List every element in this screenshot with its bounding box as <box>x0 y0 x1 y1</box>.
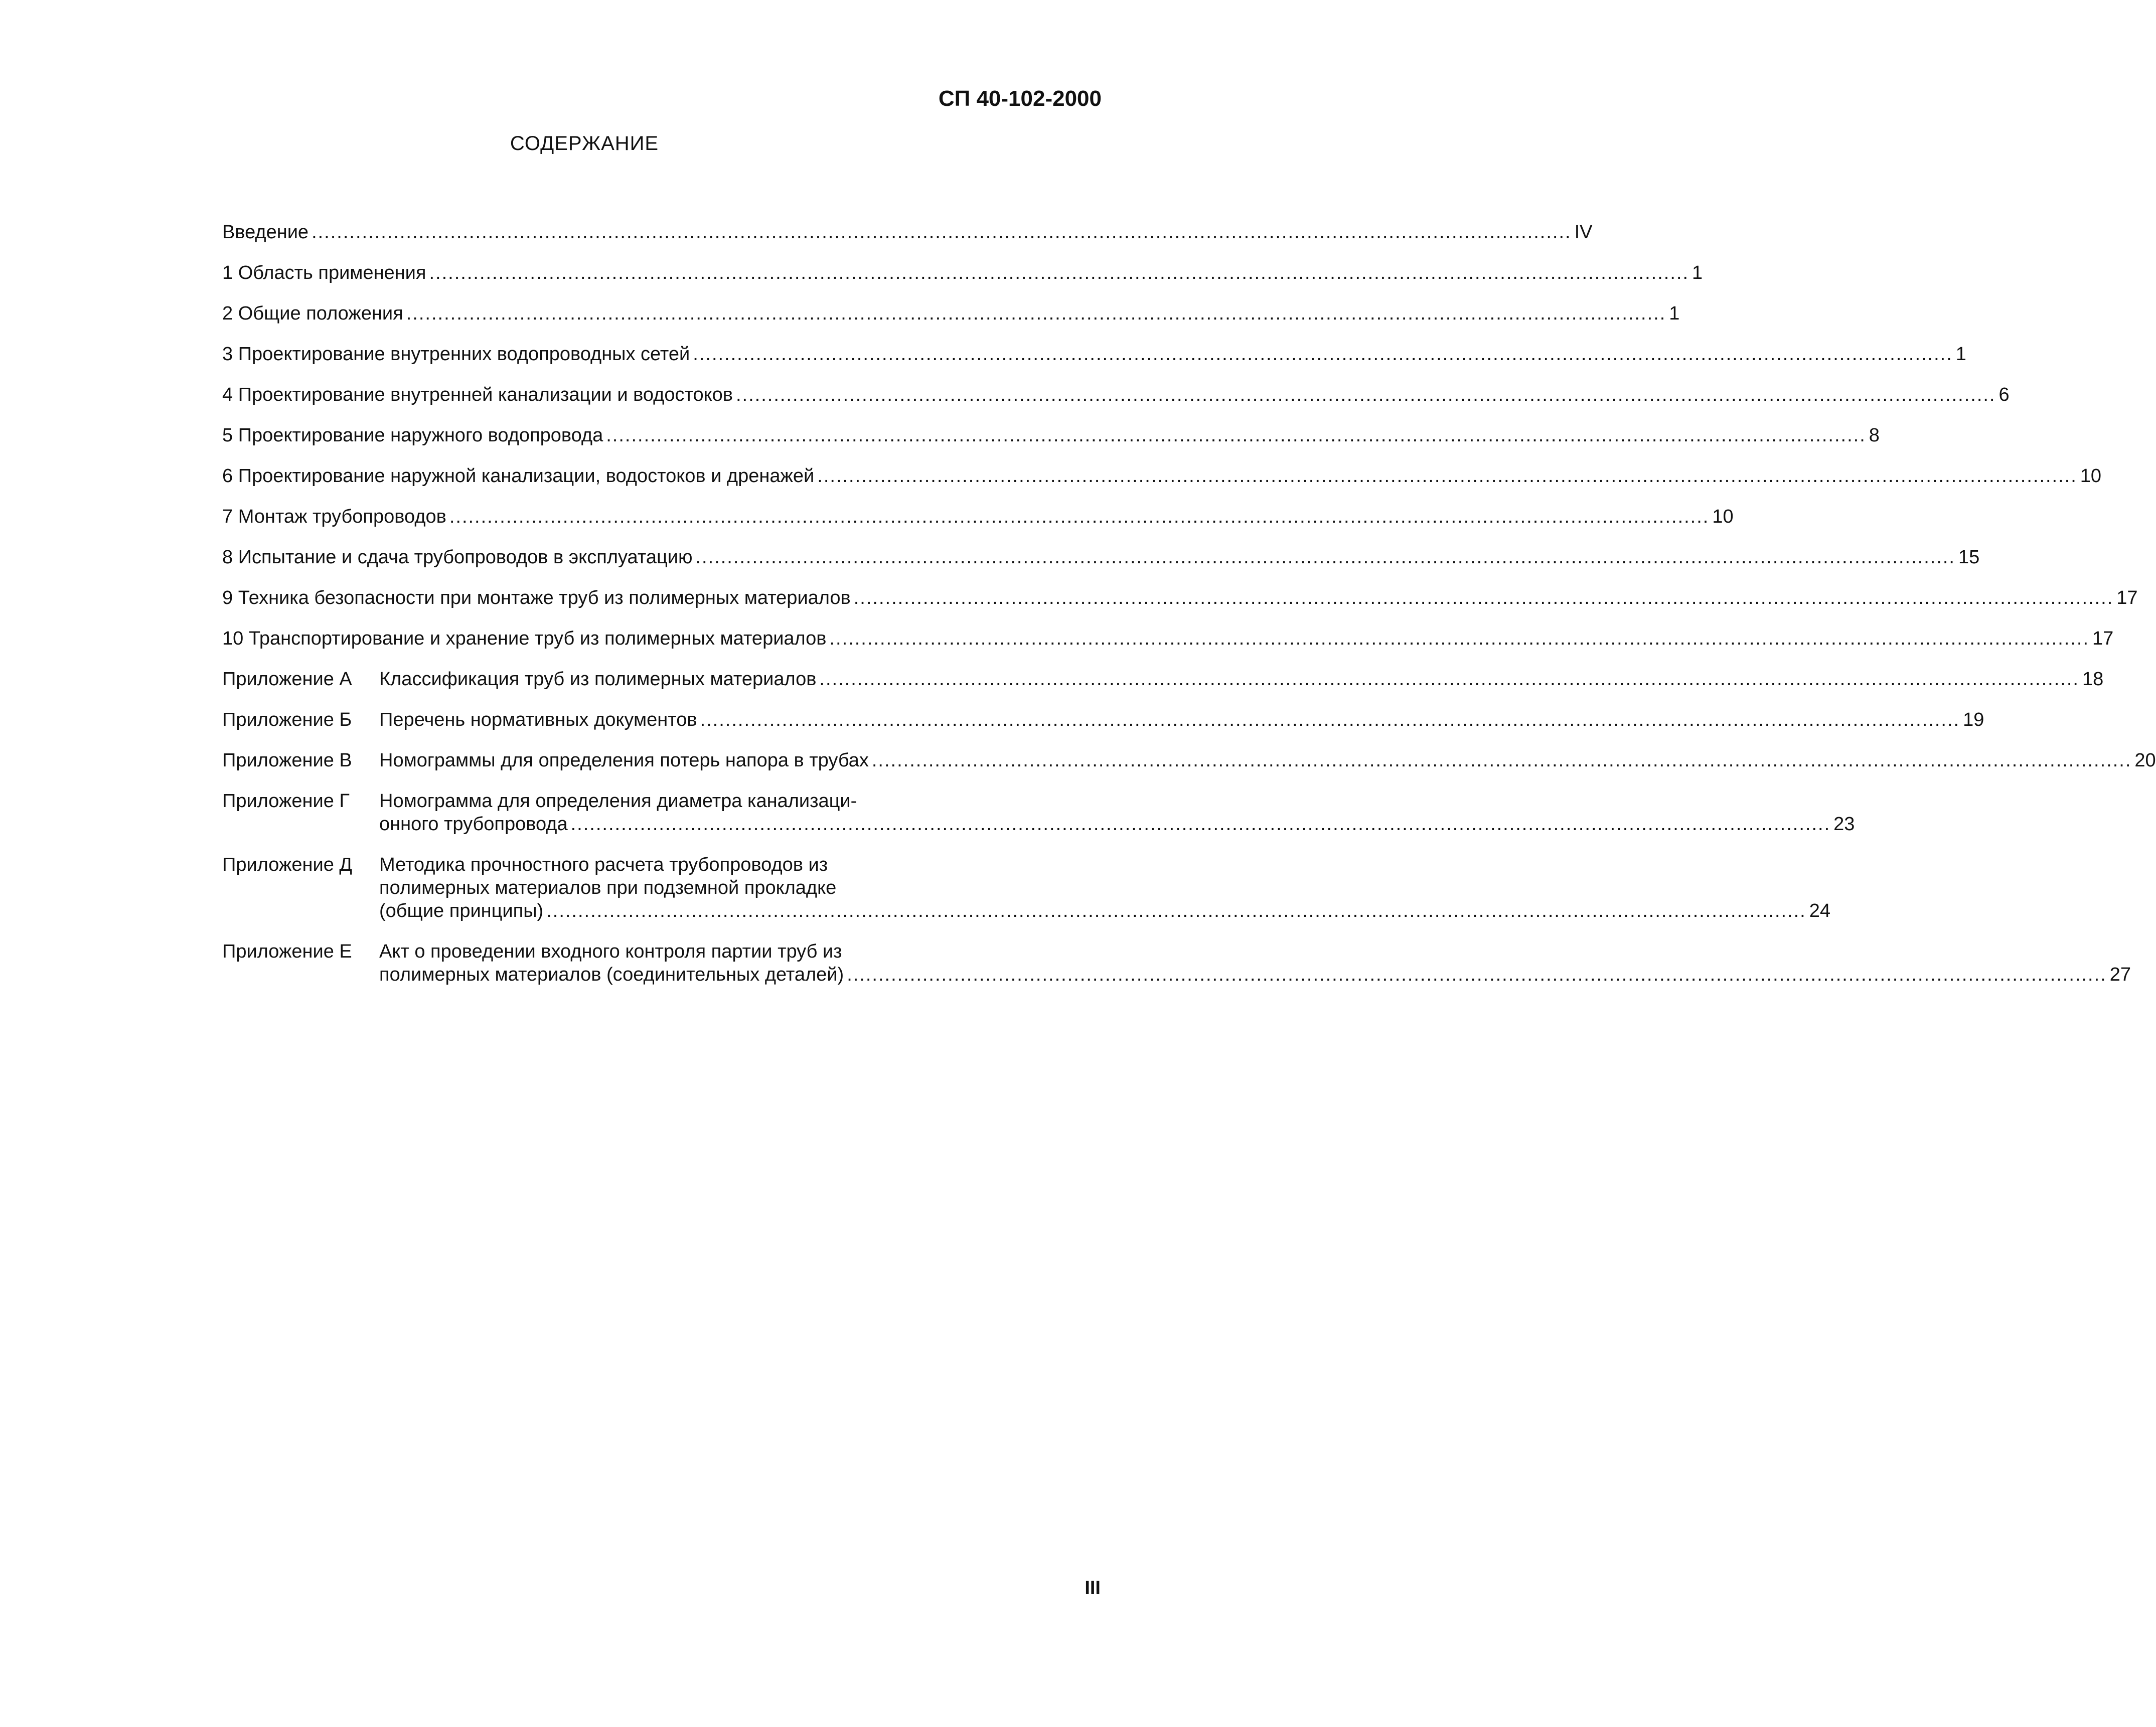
toc-leader <box>700 708 1960 731</box>
toc-entry-page: 1 <box>1669 303 1680 324</box>
appendix-body <box>379 708 1984 731</box>
appendix-title-line: Классификация труб из полимерных материалов <box>379 669 817 690</box>
toc-title: СОДЕРЖАНИЕ <box>510 132 659 154</box>
toc-entry[interactable] <box>222 343 1966 383</box>
toc-entry-label: 9 Техника безопасности при монтаже труб из полимерных материалов <box>222 587 851 608</box>
toc-entry-label: 2 Общие положения <box>222 303 403 324</box>
toc-entry-label: Введение <box>222 222 309 243</box>
toc-entry-page: 8 <box>1869 425 1880 446</box>
toc-leader <box>546 899 1806 922</box>
toc-entry-label: 1 Область применения <box>222 262 426 283</box>
appendix-body <box>379 940 2131 986</box>
toc-entry[interactable] <box>222 505 1734 546</box>
appendix-page: 27 <box>2109 964 2131 985</box>
appendix-page: 18 <box>2082 669 2104 690</box>
appendix-title-line: Акт о проведении входного контроля партии труб из <box>379 941 842 962</box>
toc-leader <box>449 505 1710 528</box>
appendix-key: Приложение В <box>222 750 352 771</box>
appendix-key: Приложение Д <box>222 854 353 875</box>
toc-leader <box>429 261 1689 284</box>
appendix-body <box>379 790 1855 836</box>
toc-entry-page: 17 <box>2116 587 2138 608</box>
appendix-key: Приложение Е <box>222 941 352 962</box>
appendix-title-line: полимерных материалов (соединительных деталей) <box>379 964 844 985</box>
toc-entry-label: 10 Транспортирование и хранение труб из полимерных материалов <box>222 628 827 649</box>
appendix-last-line <box>379 708 1984 731</box>
appendix-title-line: Номограмма для определения диаметра канализаци- <box>379 791 857 812</box>
page-number: III <box>1085 1578 1101 1599</box>
toc-appendix-g[interactable] <box>222 790 1855 853</box>
appendix-title-line: онного трубопровода <box>379 814 568 835</box>
document-code: СП 40-102-2000 <box>938 86 1102 111</box>
toc-entry-page: 17 <box>2092 628 2114 649</box>
toc-leader <box>571 813 1831 836</box>
toc-entry-label: 4 Проектирование внутренней канализации и водостоков <box>222 384 733 405</box>
toc-appendix-b[interactable] <box>222 708 1984 749</box>
toc-entry-page: 15 <box>1958 547 1980 568</box>
toc-leader <box>819 668 2079 691</box>
appendix-last-line <box>379 899 1830 922</box>
toc-appendix-a[interactable] <box>222 668 2104 708</box>
appendix-title-line: Методика прочностного расчета трубопроводов из <box>379 854 828 875</box>
toc-leader <box>606 424 1866 447</box>
toc-leader <box>736 383 1996 406</box>
toc-entry[interactable] <box>222 586 2138 627</box>
toc-entry-page: 1 <box>1692 262 1703 283</box>
toc-entry-page: 6 <box>1998 384 2010 405</box>
toc-entry-page: 1 <box>1955 344 1966 365</box>
appendix-key: Приложение Г <box>222 791 350 812</box>
appendix-body <box>379 668 2103 691</box>
appendix-body <box>379 749 2156 772</box>
toc-leader <box>872 749 2132 772</box>
table-of-contents <box>222 221 2156 1004</box>
toc-entry[interactable] <box>222 302 1680 343</box>
appendix-title-line: Номограммы для определения потерь напора в трубах <box>379 750 869 771</box>
toc-appendix-v[interactable] <box>222 749 2156 790</box>
toc-leader <box>406 302 1666 325</box>
toc-leader <box>312 221 1572 244</box>
toc-entry[interactable] <box>222 546 1980 586</box>
appendix-last-line <box>379 749 2156 772</box>
toc-entry[interactable] <box>222 627 2114 668</box>
toc-entry[interactable] <box>222 261 1703 302</box>
appendix-key: Приложение Б <box>222 709 352 730</box>
appendix-page: 19 <box>1963 709 1984 730</box>
appendix-last-line <box>379 963 2131 986</box>
toc-entry[interactable] <box>222 464 2102 505</box>
toc-entry-page: 10 <box>1712 506 1734 527</box>
toc-appendix-d[interactable] <box>222 853 1831 940</box>
appendix-body <box>379 853 1830 922</box>
appendix-page: 20 <box>2134 750 2156 771</box>
appendix-title-line: (общие принципы) <box>379 900 544 921</box>
toc-leader <box>854 586 2114 609</box>
toc-entry-label: 6 Проектирование наружной канализации, водостоков и дренажей <box>222 465 815 487</box>
toc-entry[interactable] <box>222 221 1593 261</box>
appendix-key: Приложение А <box>222 669 352 690</box>
toc-entry[interactable] <box>222 424 1880 464</box>
appendix-last-line <box>379 668 2103 691</box>
toc-leader <box>847 963 2107 986</box>
toc-entry-label: 7 Монтаж трубопроводов <box>222 506 446 527</box>
toc-leader <box>693 343 1953 366</box>
toc-entry[interactable] <box>222 383 2010 424</box>
toc-leader <box>829 627 2089 650</box>
toc-entry-page: 10 <box>2080 465 2102 487</box>
toc-entry-label: 3 Проектирование внутренних водопроводных сетей <box>222 344 690 365</box>
appendix-title-line: Перечень нормативных документов <box>379 709 697 730</box>
toc-leader <box>695 546 1955 569</box>
appendix-title-line: полимерных материалов при подземной прокладке <box>379 877 837 898</box>
toc-entry-label: 8 Испытание и сдача трубопроводов в эксплуатацию <box>222 547 693 568</box>
toc-leader <box>817 464 2077 488</box>
appendix-last-line <box>379 813 1855 836</box>
appendix-page: 24 <box>1809 900 1831 921</box>
appendix-page: 23 <box>1833 814 1855 835</box>
toc-entry-label: 5 Проектирование наружного водопровода <box>222 425 603 446</box>
toc-appendix-e[interactable] <box>222 940 2131 1004</box>
toc-entry-page: IV <box>1574 222 1593 243</box>
